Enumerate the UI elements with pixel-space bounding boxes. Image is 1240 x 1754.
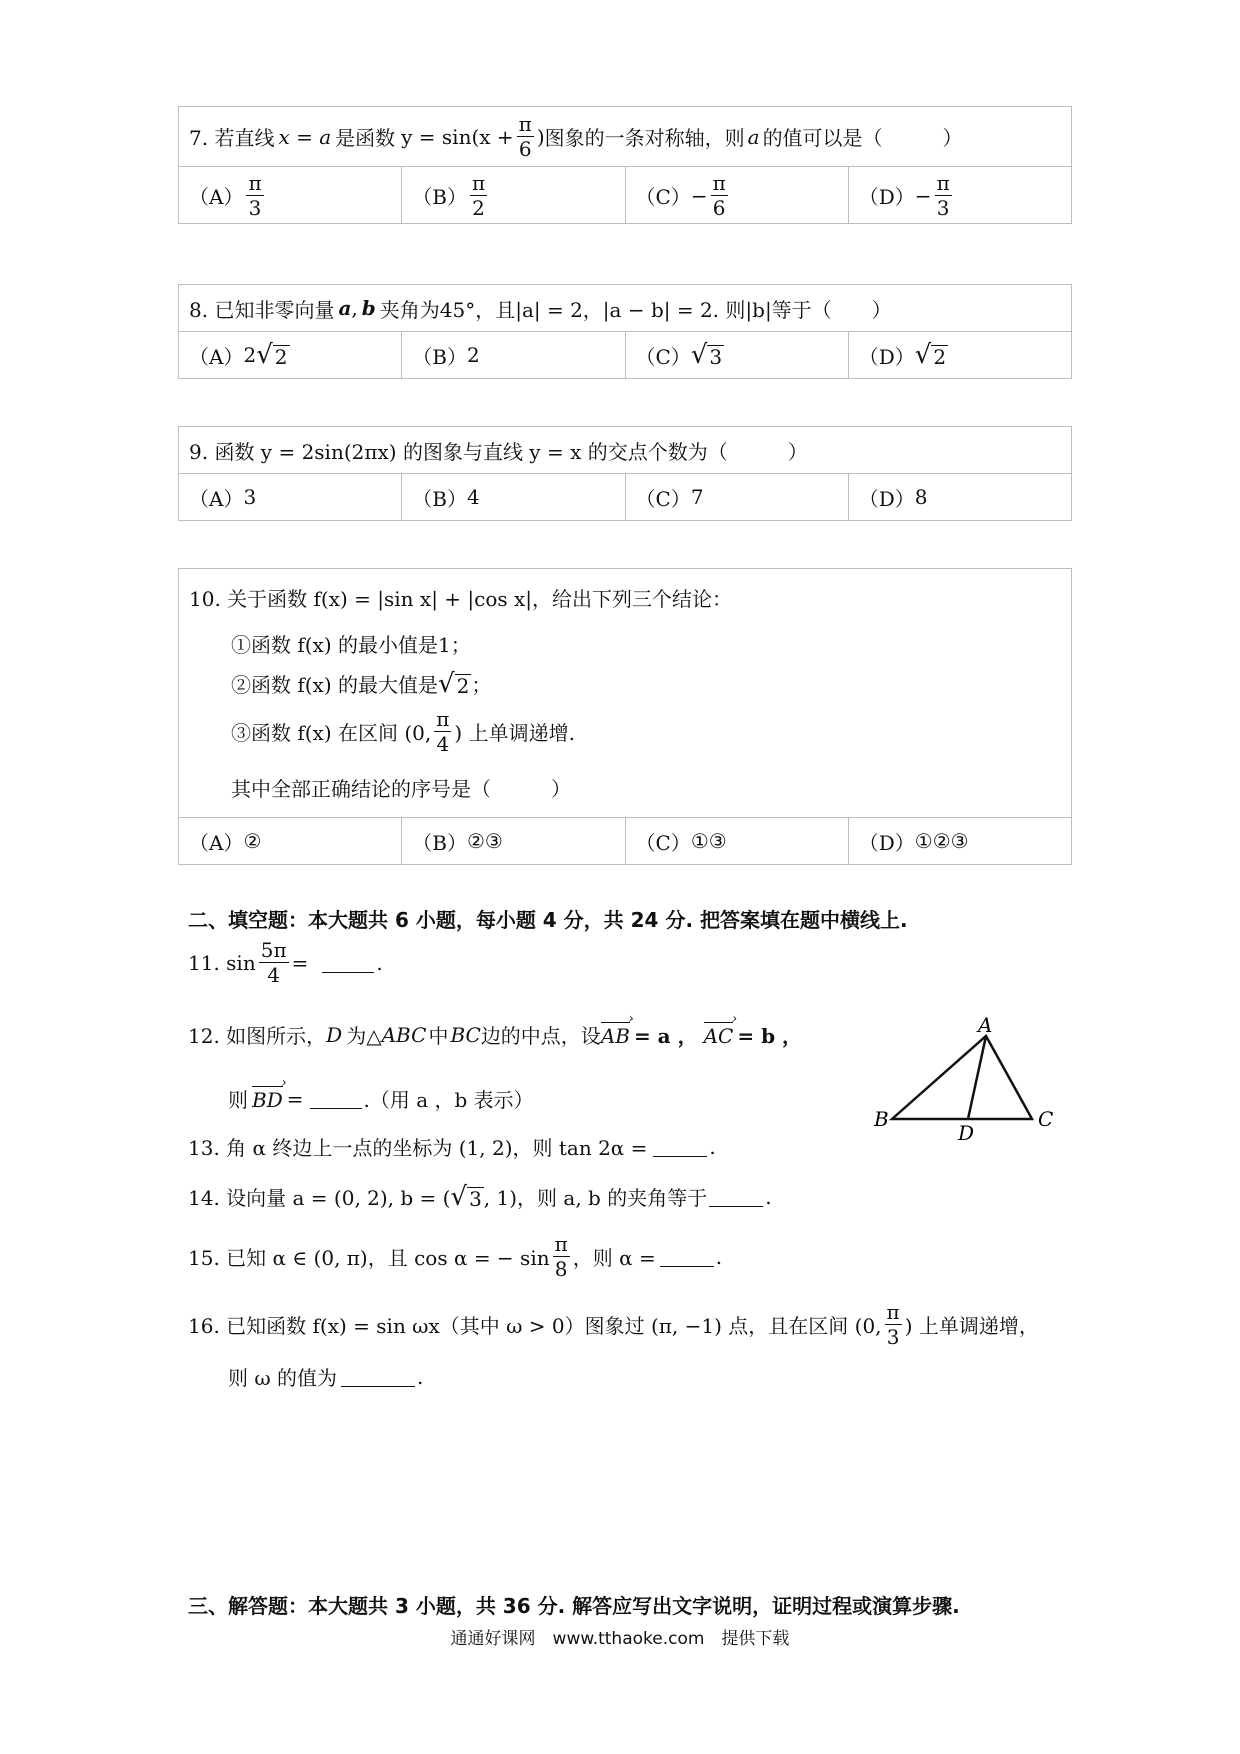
question-7-options bbox=[179, 167, 1071, 224]
q9-option-c[interactable]: （C） 7 bbox=[626, 474, 849, 520]
question-7-box bbox=[178, 106, 1072, 224]
q12-answer-blank[interactable] bbox=[310, 1088, 362, 1109]
q11-answer-blank[interactable] bbox=[322, 952, 374, 973]
triangle-abc bbox=[892, 1036, 1032, 1119]
q12-vec-BD: BD › bbox=[252, 1086, 283, 1112]
q9-option-b[interactable]: （B） 4 bbox=[402, 474, 625, 520]
fig-label-D: D bbox=[958, 1121, 975, 1142]
q10-conclusion-2: ②函数 f(x) 的最大值是 √ 2 ； bbox=[231, 668, 492, 699]
q8-vec-a: a bbox=[338, 296, 352, 320]
question-7-stem bbox=[179, 107, 1071, 167]
q7-eq2-close: ) bbox=[536, 124, 545, 149]
q7-text-end: 的值可以是（ ） bbox=[762, 126, 963, 150]
q10-conclusion-1: ①函数 f(x) 的最小值是1； bbox=[231, 633, 471, 657]
q10-option-b[interactable]: （B） ②③ bbox=[402, 818, 625, 864]
q8-option-c[interactable]: （C） √ 3 bbox=[626, 332, 849, 378]
q8-option-a[interactable]: （A） 2 √ 2 bbox=[179, 332, 402, 378]
q8-text: 8. 已知非零向量 bbox=[189, 297, 335, 322]
question-10-stem bbox=[179, 569, 1071, 818]
question-14: 14. 设向量 a = (0, 2), b = ( √ 3 , 1)，则 a, b 的夹角等于 . bbox=[188, 1181, 772, 1212]
q8-comma: , bbox=[351, 296, 358, 320]
q12-vec-AC: AC › bbox=[704, 1022, 734, 1048]
q15-answer-blank[interactable] bbox=[660, 1246, 714, 1267]
fig-label-C: C bbox=[1038, 1107, 1054, 1131]
q13-answer-blank[interactable] bbox=[653, 1136, 707, 1157]
triangle-figure bbox=[860, 1012, 1080, 1142]
question-12-line-2: 则 BD › = .（用 a ，b 表示） bbox=[228, 1084, 534, 1113]
section-3-heading: 三、解答题：本大题共 3 小题，共 36 分. 解答应写出文字说明，证明过程或演算步骤. bbox=[188, 1594, 960, 1618]
q9-text: 9. 函数 y = 2sin(2πx) 的图象与直线 y = x 的交点个数为（ ） bbox=[189, 439, 808, 464]
question-15: 15. 已知 α ∈ (0, π)，且 cos α = − sin $\frac{\pi}{8}$ ，则 α = . bbox=[188, 1232, 723, 1281]
q7-eq1: x = a bbox=[278, 124, 332, 149]
q7-fraction: $\frac{\pi}{6}$ bbox=[518, 112, 532, 161]
q7-text-mid: 是函数 bbox=[335, 126, 396, 150]
q10-option-a[interactable]: （A） ② bbox=[179, 818, 402, 864]
q7-text-suffix: 图象的一条对称轴，则 bbox=[544, 126, 745, 150]
q16-answer-blank[interactable] bbox=[341, 1366, 415, 1387]
q8-option-b[interactable]: （B） 2 bbox=[402, 332, 625, 378]
q7-option-c[interactable]: （C） − $\frac{\pi}{6}$ bbox=[626, 167, 849, 224]
question-8-options bbox=[179, 332, 1071, 378]
q8-vec-b: b bbox=[361, 296, 376, 320]
question-10-options bbox=[179, 818, 1071, 864]
question-8-box bbox=[178, 284, 1072, 379]
q10-option-d[interactable]: （D） ①②③ bbox=[858, 829, 969, 855]
q7-eq2: y = sin(x + bbox=[401, 124, 514, 149]
q9-option-d[interactable]: （D） 8 bbox=[858, 485, 928, 511]
fig-label-A: A bbox=[978, 1013, 993, 1037]
question-11: 11. sin $\frac{5\pi}{4}$ = . bbox=[188, 938, 383, 987]
q9-option-a[interactable]: （A） 3 bbox=[179, 474, 402, 520]
q10-ask: 其中全部正确结论的序号是（ ） bbox=[231, 777, 571, 801]
question-9-box bbox=[178, 426, 1072, 521]
q8-option-d[interactable]: （D） √ 2 bbox=[858, 340, 947, 370]
q7-option-a[interactable]: （A） $\frac{\pi}{3}$ bbox=[179, 167, 402, 224]
question-9-stem bbox=[179, 427, 1071, 474]
question-16-line-2: 则 ω 的值为 . bbox=[228, 1364, 424, 1390]
q7-text: 7. 若直线 bbox=[189, 126, 275, 150]
q7-option-b[interactable]: （B） $\frac{\pi}{2}$ bbox=[402, 167, 625, 224]
q14-answer-blank[interactable] bbox=[709, 1186, 763, 1207]
question-10-box bbox=[178, 568, 1072, 865]
question-8-stem bbox=[179, 285, 1071, 332]
q7-option-d[interactable]: （D） − $\frac{\pi}{3}$ bbox=[858, 171, 950, 220]
fig-label-B: B bbox=[874, 1107, 889, 1131]
q12-vec-AB: AB › bbox=[601, 1022, 630, 1048]
section-2-heading: 二、填空题：本大题共 6 小题，每小题 4 分，共 24 分. 把答案填在题中横线上. bbox=[188, 908, 908, 932]
q10-text: 10. 关于函数 f(x) = |sin x| + |cos x|，给出下列三个结论： bbox=[189, 587, 733, 611]
q8-text-2: 夹角为45°，且|a| = 2，|a − b| = 2. 则|b|等于（ ） bbox=[379, 297, 892, 322]
question-13: 13. 角 α 终边上一点的坐标为 (1, 2)，则 tan 2α = . bbox=[188, 1134, 716, 1160]
q7-var: a bbox=[747, 124, 760, 149]
question-12-line-1: 12. 如图所示， D 为△ ABC 中 BC 边的中点，设 AB › = a ， AC › = b ， bbox=[188, 1020, 802, 1049]
question-9-options bbox=[179, 474, 1071, 520]
question-16-line-1: 16. 已知函数 f(x) = sin ωx（其中 ω > 0）图象过 (π, −1) 点，且在区间 (0, $\frac{\pi}{3}$ ) 上单调递增， bbox=[188, 1300, 1039, 1349]
q10-option-c[interactable]: （C） ①③ bbox=[626, 818, 849, 864]
q10-conclusion-3: ③函数 f(x) 在区间 (0, $\frac{\pi}{4}$ ) 上单调递增. bbox=[231, 707, 575, 756]
page-footer: 通通好课网 www.tthaoke.com 提供下载 bbox=[450, 1629, 790, 1649]
